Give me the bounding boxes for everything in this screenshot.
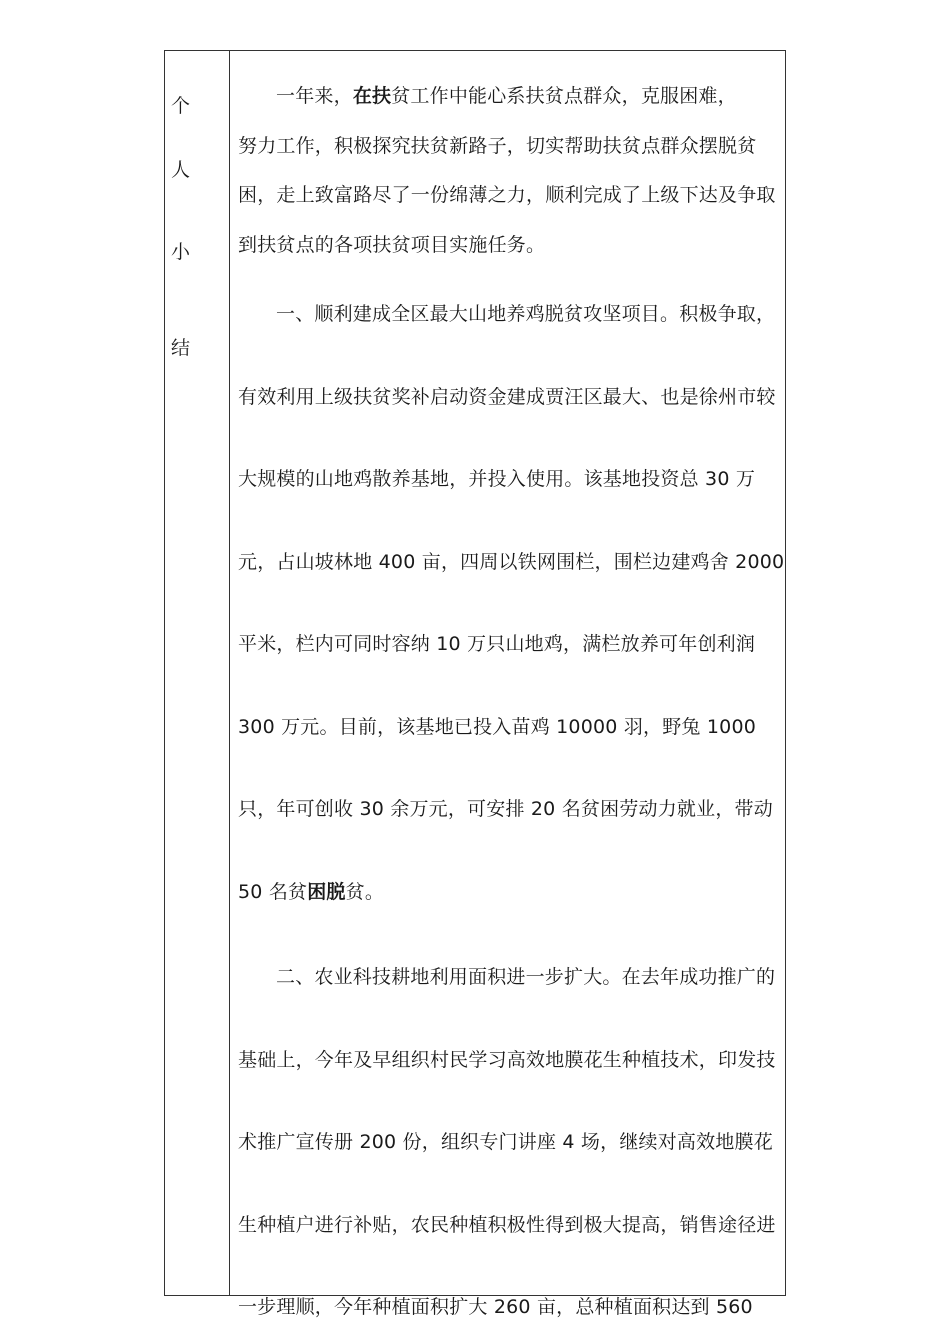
paragraph-line: [238, 880, 384, 904]
paragraph-line: 到扶贫点的各项扶贫项目实施任务。: [238, 234, 546, 256]
section-heading-line: 一、顺利建成全区最大山地养鸡脱贫攻坚项目。积极争取，: [276, 303, 776, 325]
text-run: 贫工作中能心系扶贫点群众，克服困难，: [391, 85, 737, 107]
paragraph-line: 大规模的山地鸡散养基地，并投入使用。该基地投资总 30 万: [238, 468, 756, 490]
label-column: [165, 51, 230, 1295]
paragraph-line: 平米，栏内可同时容纳 10 万只山地鸡，满栏放养可年创利润: [238, 633, 756, 655]
paragraph-line: 基础上，今年及早组织村民学习高效地膜花生种植技术，印发技: [238, 1049, 776, 1071]
paragraph-line: 困，走上致富路尽了一份绵薄之力，顺利完成了上级下达及争取: [238, 184, 776, 206]
paragraph-line: 300 万元。目前，该基地已投入苗鸡 10000 羽，野兔 1000: [238, 716, 757, 738]
paragraph-line: [276, 84, 737, 108]
label-char: 小: [171, 241, 191, 263]
paragraph-line: 元，占山坡林地 400 亩，四周以铁网围栏，围栏边建鸡舍 2000: [238, 551, 785, 573]
label-char: 个: [171, 95, 191, 117]
paragraph-line: 一步理顺，今年种植面积扩大 260 亩，总种植面积达到 560: [238, 1296, 753, 1318]
text-run: 贫。: [345, 881, 385, 903]
paragraph-line: 努力工作，积极探究扶贫新路子，切实帮助扶贫点群众摆脱贫: [238, 135, 757, 157]
section-heading-line: 二、农业科技耕地利用面积进一步扩大。在去年成功推广的: [276, 966, 776, 988]
label-char: 人: [171, 159, 191, 181]
label-char: 结: [171, 337, 191, 359]
text-run-bold: 困脱: [307, 881, 346, 903]
paragraph-line: 术推广宣传册 200 份，组织专门讲座 4 场，继续对高效地膜花: [238, 1131, 773, 1153]
text-run: 50 名贫: [238, 881, 308, 903]
paragraph-line: 只，年可创收 30 余万元，可安排 20 名贫困劳动力就业，带动: [238, 798, 773, 820]
text-run-bold: 在扶: [352, 85, 392, 107]
text-run: 一年来，: [276, 85, 353, 107]
paragraph-line: 生种植户进行补贴，农民种植积极性得到极大提高，销售途径进: [238, 1214, 776, 1236]
paragraph-line: 有效利用上级扶贫奖补启动资金建成贾汪区最大、也是徐州市较: [238, 386, 776, 408]
